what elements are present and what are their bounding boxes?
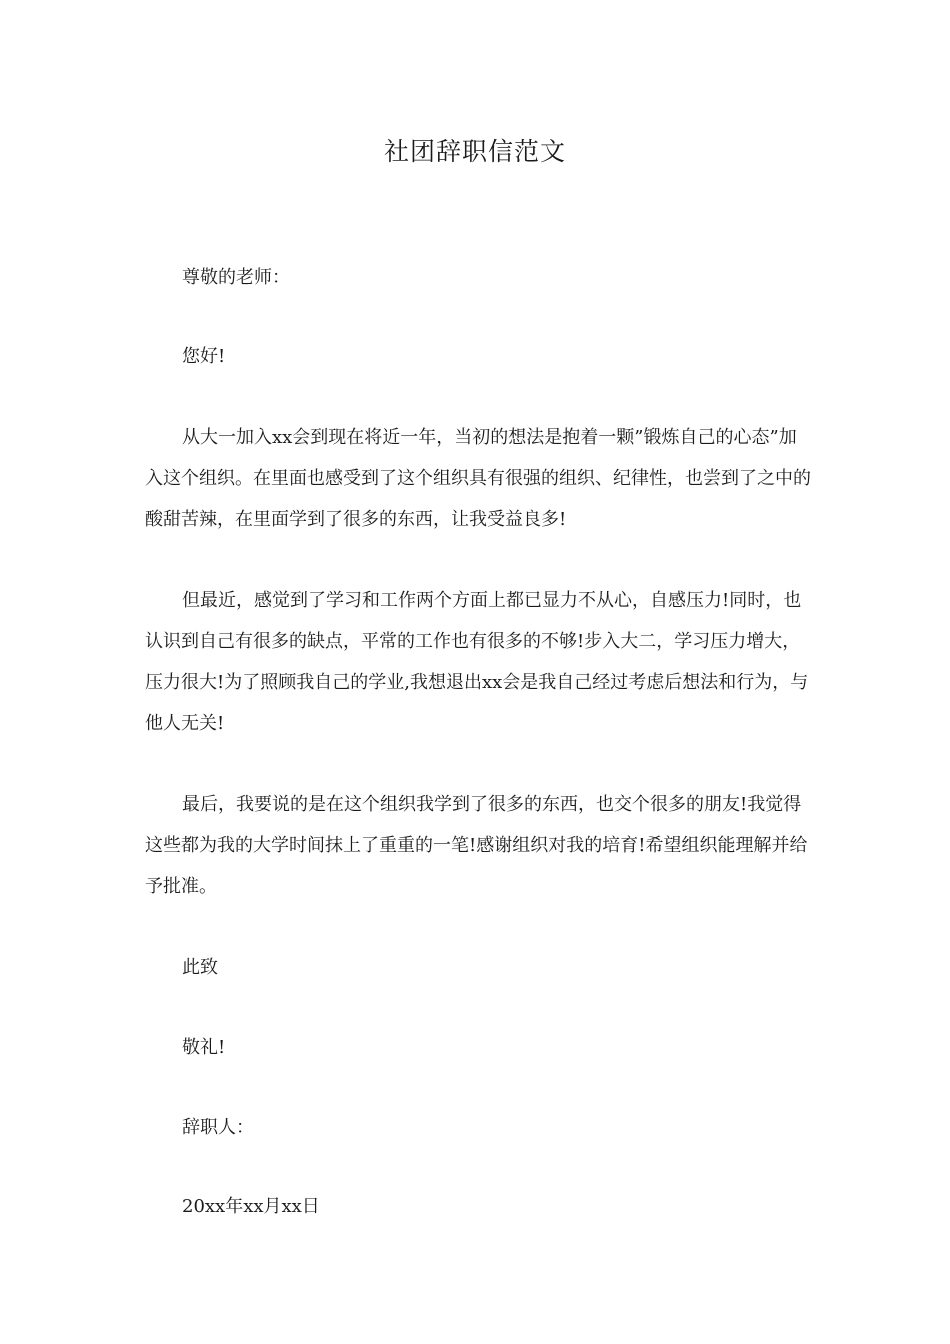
body-paragraph-3: 最后，我要说的是在这个组织我学到了很多的东西，也交个很多的朋友!我觉得这些都为我的大学时间抹上了重重的一笔!感谢组织对我的培育!希望组织能理解并给予批准。 [145,794,808,897]
date-line: 20xx年xx月xx日 [182,1196,320,1217]
body-paragraph-1: 从大一加入xx会到现在将近一年，当初的想法是抱着一颗”锻炼自己的心态”加入这个组织。在里面也感受到了这个组织具有很强的组织、纪律性，也尝到了之中的酸甜苦辣，在里面学到了很多的东西，让我受益良多! [145,427,811,530]
salutation: 尊敬的老师： [182,267,290,288]
body-paragraph-2: 但最近，感觉到了学习和工作两个方面上都已显力不从心，自感压力!同时，也认识到自己有很多的缺点，平常的工作也有很多的不够!步入大二，学习压力增大，压力很大!为了照顾我自己的学业,我想退出xx会是我自己经过考虑后想法和行为，与他人无关! [145,590,809,734]
greeting: 您好! [182,346,226,367]
signature-label: 辞职人： [182,1117,254,1138]
regards-line: 敬礼! [182,1037,226,1058]
document-title: 社团辞职信范文 [383,137,566,166]
closing-line: 此致 [182,957,218,978]
